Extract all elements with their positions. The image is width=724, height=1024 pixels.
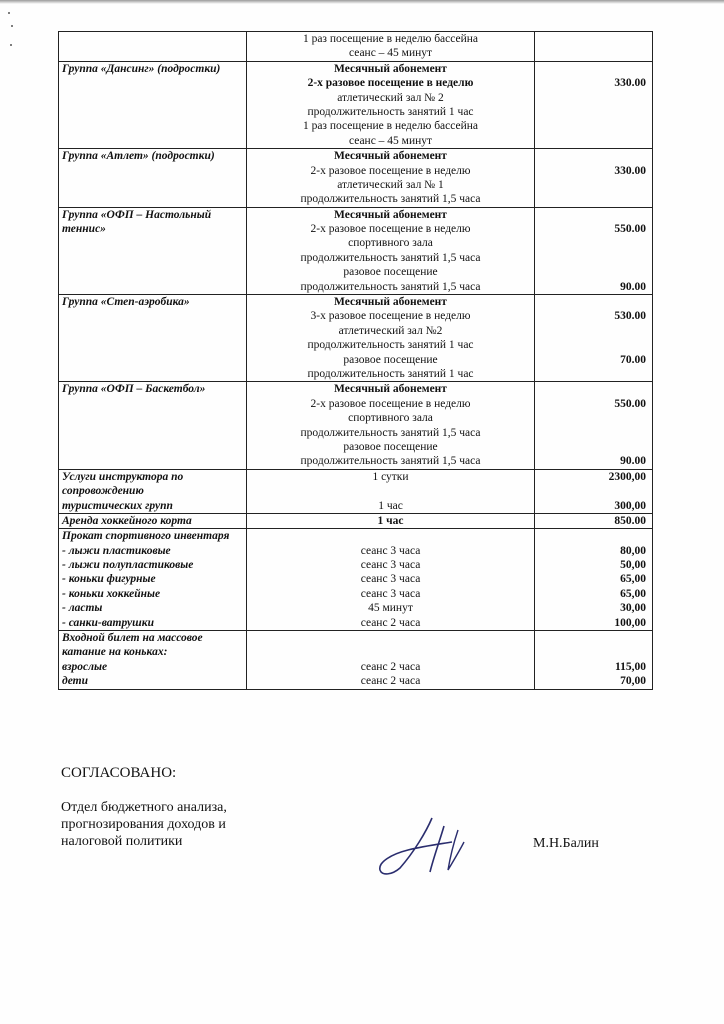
price-cell-line — [538, 338, 646, 352]
service-description-cell-line: 3-х разовое посещение в неделю — [310, 310, 471, 323]
table-row — [59, 207, 653, 294]
service-group-cell-line: - лыжи полупластиковые — [62, 559, 194, 572]
service-description-cell-line: продолжительность занятий 1,5 часа — [300, 426, 481, 439]
service-group-cell-line: Группа «Дансинг» (подростки) — [62, 62, 221, 75]
service-description-cell-line: спортивного зала — [348, 412, 433, 425]
price-cell-line: 50,00 — [620, 559, 646, 572]
service-description-cell-line: Месячный абонемент — [334, 296, 447, 309]
price-cell-line — [538, 645, 646, 659]
scan-speck — [11, 25, 13, 27]
service-description-cell-line: сеанс 2 часа — [360, 660, 421, 673]
service-description-cell-line: сеанс 3 часа — [360, 559, 421, 572]
price-cell-line — [538, 295, 646, 309]
service-description-cell-line: сеанс 2 часа — [360, 675, 421, 688]
price-cell — [535, 295, 653, 382]
price-cell-line: 115,00 — [615, 660, 646, 673]
price-cell-line: 70,00 — [620, 675, 646, 688]
table-row — [59, 469, 653, 513]
price-cell — [535, 513, 653, 528]
service-group-cell-line: - санки-ватрушки — [62, 616, 154, 629]
price-cell-line — [538, 529, 646, 543]
service-description-cell-line: продолжительность занятий 1,5 часа — [300, 251, 481, 264]
service-group-cell-line: теннис» — [62, 223, 106, 236]
service-description-cell-line: 1 час — [377, 514, 404, 527]
service-description-cell-line: атлетический зал № 2 — [337, 91, 444, 104]
scan-speck — [8, 12, 10, 14]
price-cell-line: 80,00 — [620, 544, 646, 557]
service-description-cell-line: продолжительность занятий 1 час — [307, 367, 474, 380]
price-cell-line: 30,00 — [620, 602, 646, 615]
table-row — [59, 529, 653, 631]
service-group-cell — [59, 207, 247, 294]
service-group-cell-line: взрослые — [62, 660, 108, 673]
price-cell-line: 100,00 — [614, 616, 646, 629]
price-cell-line — [538, 46, 646, 60]
service-group-cell-line: Группа «ОФП – Настольный — [62, 208, 212, 221]
service-description-cell-line — [250, 631, 531, 645]
department-line: налоговой политики — [61, 834, 183, 849]
service-description-cell — [247, 295, 535, 382]
table-row — [59, 61, 653, 148]
service-description-cell-line: 2-х разовое посещение в неделю — [307, 77, 474, 90]
approved-label: СОГЛАСОВАНО: — [61, 765, 177, 781]
scan-speck — [10, 44, 12, 46]
service-description-cell — [247, 513, 535, 528]
service-description-cell-line: разовое посещение — [343, 266, 438, 279]
service-description-cell-line: сеанс 3 часа — [360, 573, 421, 586]
service-description-cell-line: 2-х разовое посещение в неделю — [310, 223, 471, 236]
scan-edge — [0, 0, 724, 4]
service-group-cell-line: - ласты — [62, 602, 103, 615]
service-group-cell-line: Группа «ОФП – Баскетбол» — [62, 383, 206, 396]
service-description-cell-line: 45 минут — [368, 602, 413, 615]
service-description-cell — [247, 529, 535, 631]
tariff-table-body — [59, 32, 653, 690]
service-group-cell-line: туристических групп — [62, 499, 173, 512]
service-group-cell-line: Аренда хоккейного корта — [62, 514, 192, 527]
service-description-cell-line: Месячный абонемент — [334, 150, 447, 163]
service-group-cell — [59, 382, 247, 469]
service-description-cell-line — [250, 484, 531, 498]
service-description-cell-line: сеанс 3 часа — [360, 587, 421, 600]
service-description-cell-line: 2-х разовое посещение в неделю — [310, 164, 471, 177]
service-description-cell-line: разовое посещение — [343, 440, 438, 453]
department-name — [61, 799, 227, 850]
service-group-cell-line: катание на коньках: — [62, 646, 168, 659]
service-description-cell-line: продолжительность занятий 1,5 часа — [300, 193, 481, 206]
service-description-cell-line: сеанс 2 часа — [360, 616, 421, 629]
service-description-cell — [247, 382, 535, 469]
service-group-cell-line: Услуги инструктора по — [62, 470, 184, 483]
service-description-cell — [247, 631, 535, 690]
service-group-cell — [59, 295, 247, 382]
price-cell — [535, 529, 653, 631]
table-row — [59, 513, 653, 528]
service-description-cell-line: 1 раз посещение в неделю бассейна — [302, 120, 479, 133]
price-cell-line: 550.00 — [614, 223, 646, 236]
service-group-cell-line: Группа «Атлет» (подростки) — [62, 150, 215, 163]
price-cell-line: 850.00 — [614, 514, 646, 527]
price-cell-line — [538, 382, 646, 396]
price-cell-line — [538, 62, 646, 76]
service-description-cell-line: 2-х разовое посещение в неделю — [310, 397, 471, 410]
service-group-cell-line: Прокат спортивного инвентаря — [62, 530, 230, 543]
service-group-cell — [59, 32, 247, 62]
service-description-cell-line — [250, 529, 531, 543]
price-cell-line — [538, 208, 646, 222]
price-cell-line: 90.00 — [620, 455, 646, 468]
price-cell-line: 2300,00 — [608, 470, 646, 483]
price-cell-line — [538, 265, 646, 279]
price-cell — [535, 32, 653, 62]
price-cell-line — [538, 236, 646, 250]
price-cell-line — [538, 426, 646, 440]
price-cell-line: 550.00 — [614, 397, 646, 410]
service-group-cell-line: дети — [62, 675, 88, 688]
service-description-cell — [247, 469, 535, 513]
price-cell-line — [538, 411, 646, 425]
price-cell-line: 90.00 — [620, 280, 646, 293]
service-description-cell-line: Месячный абонемент — [334, 62, 447, 75]
service-description-cell-line: атлетический зал №2 — [338, 324, 443, 337]
service-description-cell-line: разовое посещение — [343, 353, 438, 366]
service-group-cell — [59, 61, 247, 148]
service-description-cell-line: продолжительность занятий 1,5 часа — [300, 280, 481, 293]
service-description-cell — [247, 32, 535, 62]
price-cell — [535, 149, 653, 208]
service-description-cell-line: Месячный абонемент — [334, 208, 447, 221]
service-description-cell — [247, 207, 535, 294]
service-description-cell-line: атлетический зал № 1 — [337, 178, 444, 191]
service-description-cell-line: 1 сутки — [372, 470, 409, 483]
handwritten-signature — [374, 812, 474, 878]
tariff-table — [58, 31, 653, 690]
service-description-cell-line — [250, 645, 531, 659]
price-cell-line: 330.00 — [614, 77, 646, 90]
department-line: прогнозирования доходов и — [61, 817, 226, 832]
service-group-cell-line: - коньки хоккейные — [62, 587, 161, 600]
service-description-cell-line: продолжительность занятий 1,5 часа — [300, 455, 481, 468]
price-cell — [535, 631, 653, 690]
price-cell-line: 530.00 — [614, 310, 646, 323]
table-row — [59, 295, 653, 382]
service-description-cell-line: сеанс 3 часа — [360, 544, 421, 557]
service-description-cell — [247, 149, 535, 208]
service-group-cell — [59, 513, 247, 528]
price-cell-line — [538, 149, 646, 163]
service-description-cell-line: сеанс – 45 минут — [348, 47, 433, 60]
table-row — [59, 149, 653, 208]
price-cell-line — [538, 484, 646, 498]
service-group-cell — [59, 149, 247, 208]
service-group-cell-line: - коньки фигурные — [62, 573, 156, 586]
price-cell-line — [538, 631, 646, 645]
service-description-cell-line: спортивного зала — [348, 237, 433, 250]
price-cell-line: 330.00 — [614, 164, 646, 177]
service-group-cell-line: Группа «Степ-аэробика» — [62, 296, 190, 309]
department-line: Отдел бюджетного анализа, — [61, 800, 227, 815]
service-group-cell-line — [62, 32, 243, 46]
price-cell — [535, 469, 653, 513]
service-group-cell-line: - лыжи пластиковые — [62, 544, 171, 557]
table-row — [59, 32, 653, 62]
price-cell-line — [538, 32, 646, 46]
service-description-cell-line: продолжительность занятий 1 час — [307, 105, 474, 118]
service-description-cell-line: 1 раз посещение в неделю бассейна — [302, 33, 479, 45]
price-cell-line — [538, 251, 646, 265]
price-cell-line: 300,00 — [614, 499, 646, 512]
service-description-cell — [247, 61, 535, 148]
signer-name: М.Н.Балин — [533, 836, 599, 851]
service-description-cell-line: продолжительность занятий 1 час — [307, 339, 474, 352]
price-cell — [535, 207, 653, 294]
price-cell-line: 65,00 — [620, 587, 646, 600]
service-group-cell-line: Входной билет на массовое — [62, 632, 203, 645]
price-cell-line: 65,00 — [620, 573, 646, 586]
price-cell-line: 70.00 — [620, 353, 646, 366]
price-cell — [535, 61, 653, 148]
service-description-cell-line: сеанс – 45 минут — [348, 134, 433, 147]
service-group-cell-line: сопровождению — [62, 485, 144, 498]
service-group-cell — [59, 469, 247, 513]
price-cell-line — [538, 324, 646, 338]
service-description-cell-line: Месячный абонемент — [334, 383, 447, 396]
table-row — [59, 631, 653, 690]
table-row — [59, 382, 653, 469]
price-cell-line — [538, 440, 646, 454]
service-group-cell — [59, 631, 247, 690]
service-group-cell — [59, 529, 247, 631]
price-cell — [535, 382, 653, 469]
service-description-cell-line: 1 час — [378, 499, 403, 512]
